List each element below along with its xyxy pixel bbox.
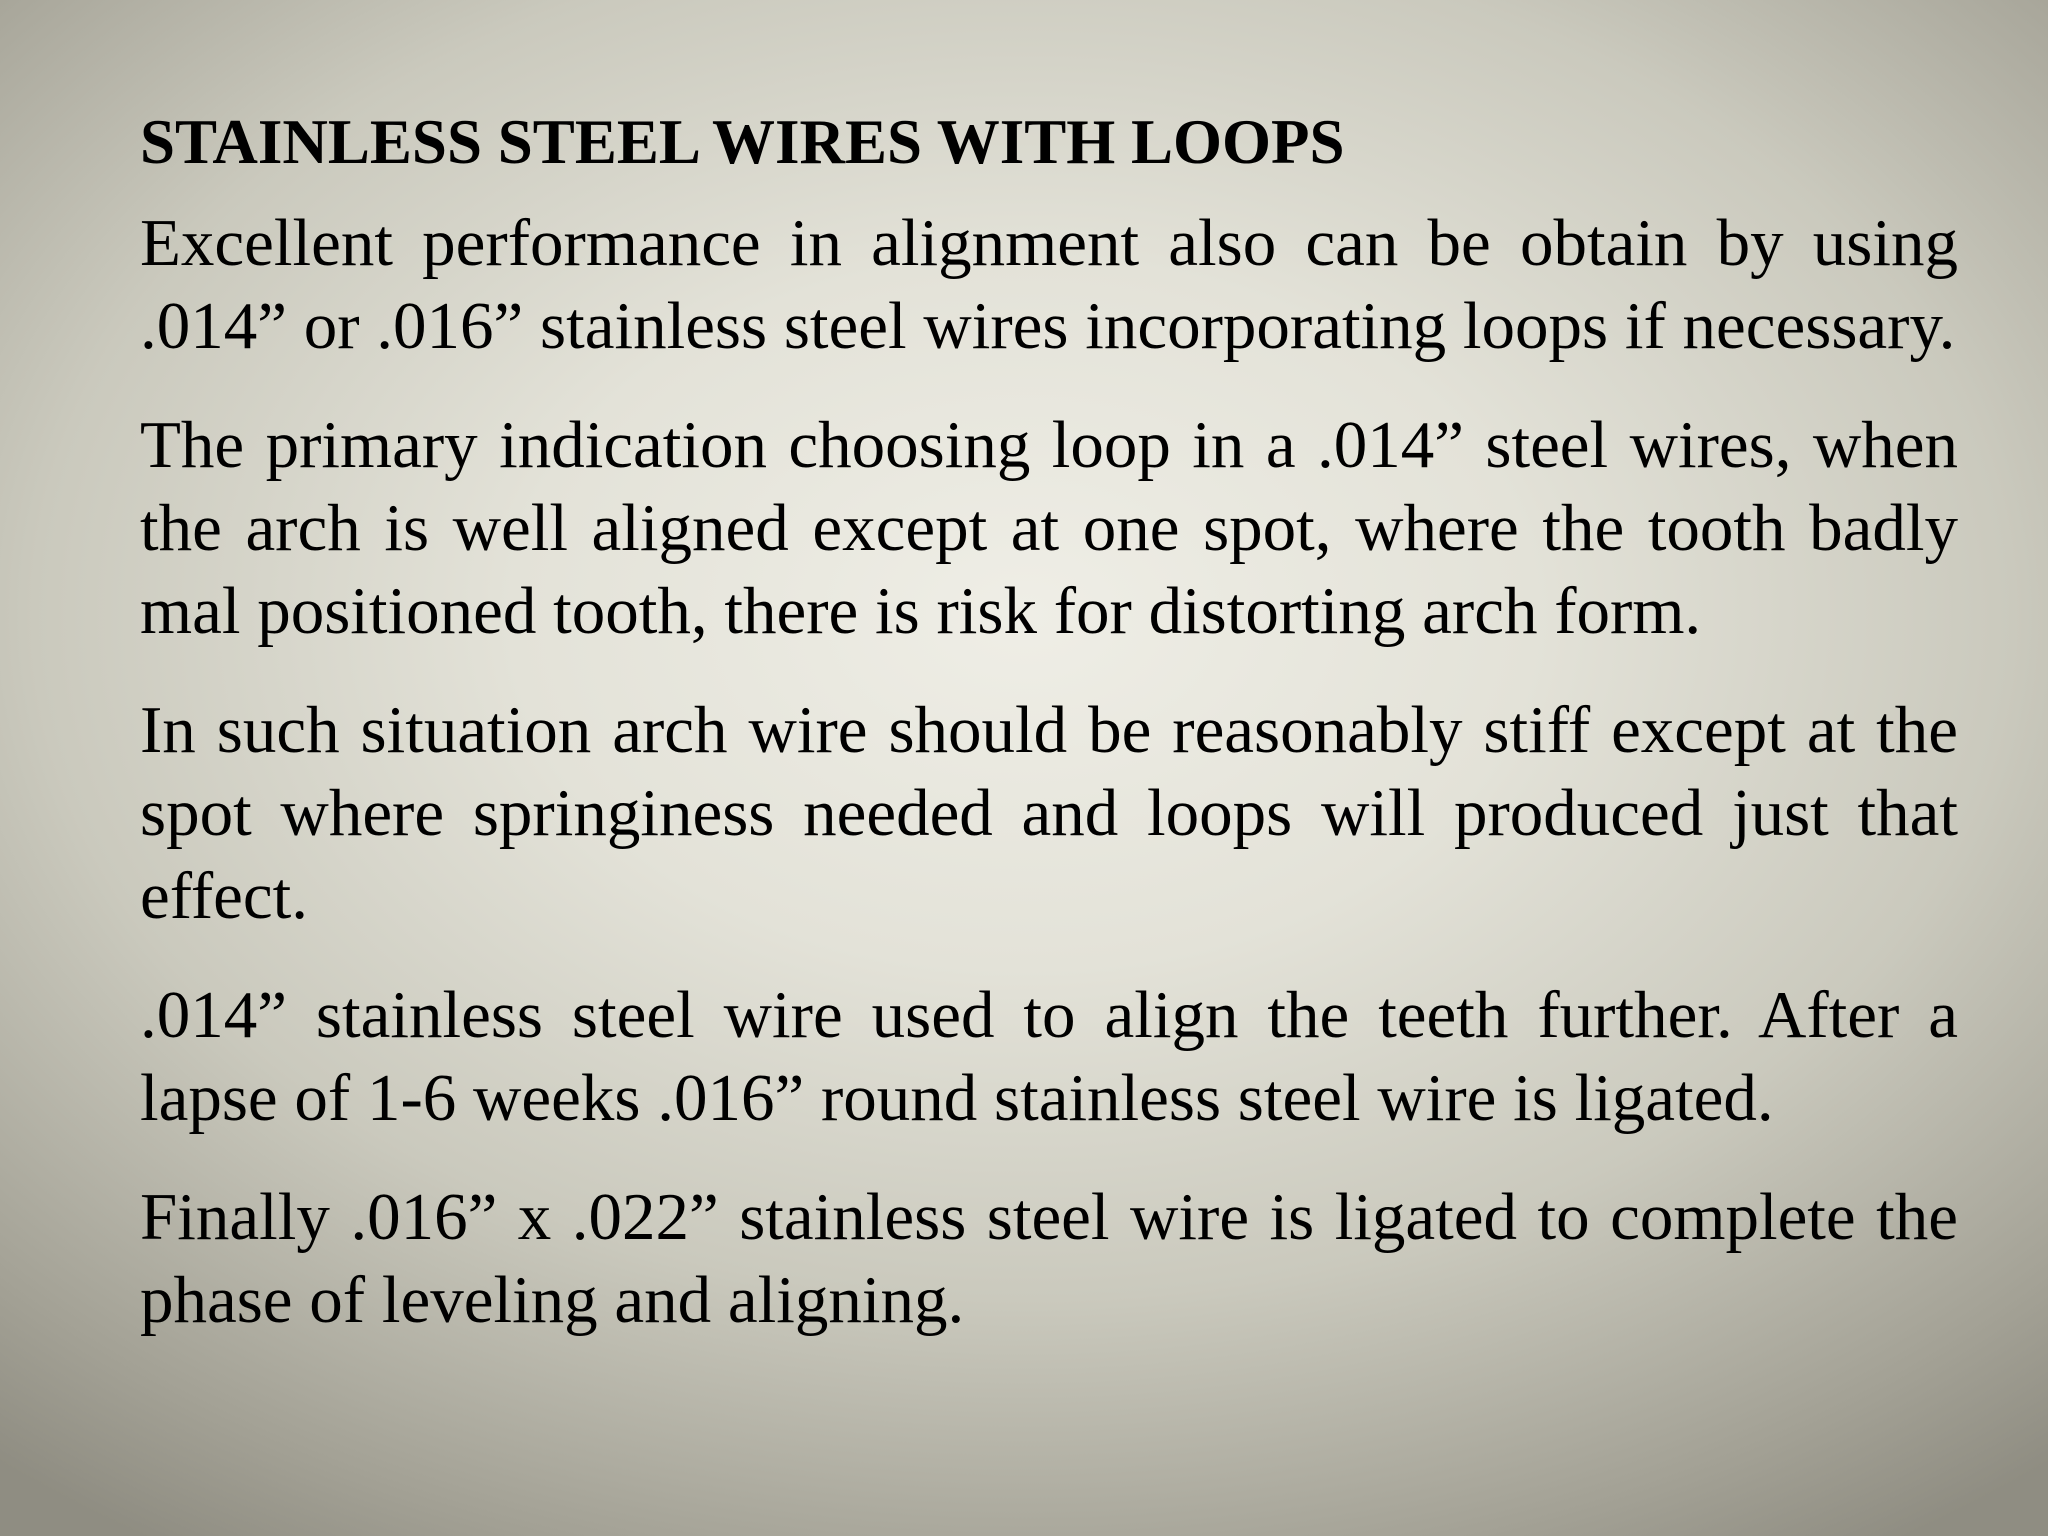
paragraph-016x022-wire: Finally .016” x .022” stainless steel wire is ligated to complete the phase of leveling and aligning. (140, 1180, 1958, 1337)
paragraph-stiffness: In such situation arch wire should be reasonably stiff except at the spot where springiness needed and loops will produced just that effect. (140, 693, 1958, 933)
slide-content (140, 100, 1958, 1378)
paragraph-loops-performance: Excellent performance in alignment also can be obtain by using .014” or .016” stainless steel wires incorporating loops if necessary. (140, 206, 1958, 363)
slide-title: STAINLESS STEEL WIRES WITH LOOPS (140, 107, 1345, 177)
paragraph-014-wire: .014” stainless steel wire used to align the teeth further. After a lapse of 1-6 weeks .016” round stainless steel wire is ligated. (140, 978, 1958, 1135)
paragraph-primary-indication: The primary indication choosing loop in a .014” steel wires, when the arch is well aligned except at one spot, where the tooth badly mal positioned tooth, there is risk for distorting arch form. (140, 408, 1958, 648)
